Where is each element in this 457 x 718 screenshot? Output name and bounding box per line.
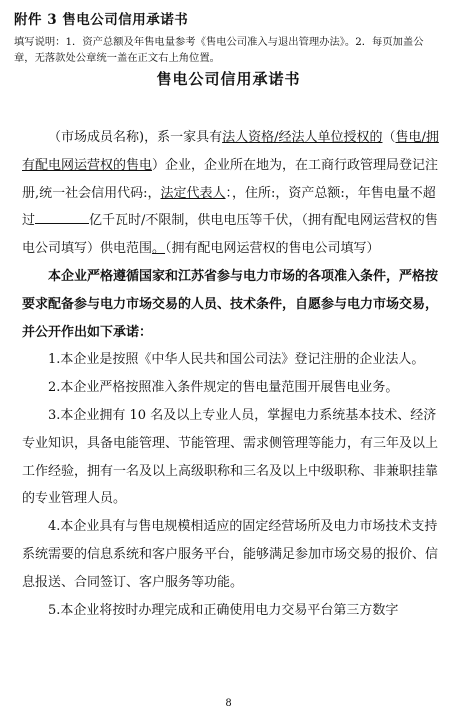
commitment-item-3: 3.本企业拥有 10 名及以上专业人员，掌握电力系统基本技术、经济专业知识，具备电能管理、节能管理、需求侧管理等能力，有三年及以上工作经验，拥有一名及以上高级职称和三名及以上中级职称、非兼职挂靠的专业管理人员。 xyxy=(22,407,439,507)
intro-paragraph xyxy=(22,124,442,263)
company-type-option: 售电/拥有配电网运营权的售电 xyxy=(22,130,439,173)
sales-volume-blank xyxy=(35,210,89,224)
attachment-header: 附件 3 售电公司信用承诺书 xyxy=(14,12,189,28)
intro-text-3: ）企业，企业所在地为，在工商行政管理局登记注册,统一社会信用代码:， xyxy=(22,157,439,201)
commitment-item-4: 4.本企业具有与售电规模相适应的固定经营场所及电力市场技术支持系统需要的信息系统和客户服务平台，能够满足参加市场交易的报价、信息报送、合同签订、客户服务等功能。 xyxy=(22,519,439,590)
intro-text-6: （拥有配电网运营权的售电公司填写） xyxy=(165,241,380,257)
commitment-item-5: 5.本企业将按时办理完成和正确使用电力交易平台第三方数字 xyxy=(48,602,399,618)
fill-instructions: 填写说明：1．资产总额及年售电量参考《售电公司准入与退出管理办法》。2．每页加盖公章，无落款处公章统一盖在正文右上角位置。 xyxy=(14,36,424,64)
intro-text-1: （市场成员名称)，系一家具有 xyxy=(48,130,223,145)
commitment-item-2: 2.本企业严格按照准入条件规定的售电量范围开展售电业务。 xyxy=(48,380,399,396)
intro-text-4: ：，住所:，资产总额:，年售电量不超过 xyxy=(22,185,436,229)
intro-text-5: 亿千瓦时/不限制，供电电压等千伏，（拥有配电网运营权的售电公司填写）供电范围 xyxy=(22,213,438,257)
intro-text-2: （ xyxy=(382,130,396,145)
legal-representative-label: 法定代表人 xyxy=(160,185,226,201)
legal-status-option: 法人资格/经法人单位授权的 xyxy=(222,130,383,145)
document-body xyxy=(22,124,442,624)
supply-range-blank: 。 xyxy=(152,241,166,257)
commitment-intro: 本企业严格遵循国家和江苏省参与电力市场的各项准入条件，严格按要求配备参与电力市场交易的人员、技术条件，自愿参与电力市场交易，并公开作出如下承诺： xyxy=(22,268,439,340)
document-title: 售电公司信用承诺书 xyxy=(156,70,301,88)
page-number: 8 xyxy=(225,698,232,709)
commitment-item-1: 1.本企业是按照《中华人民共和国公司法》登记注册的企业法人。 xyxy=(48,352,425,368)
